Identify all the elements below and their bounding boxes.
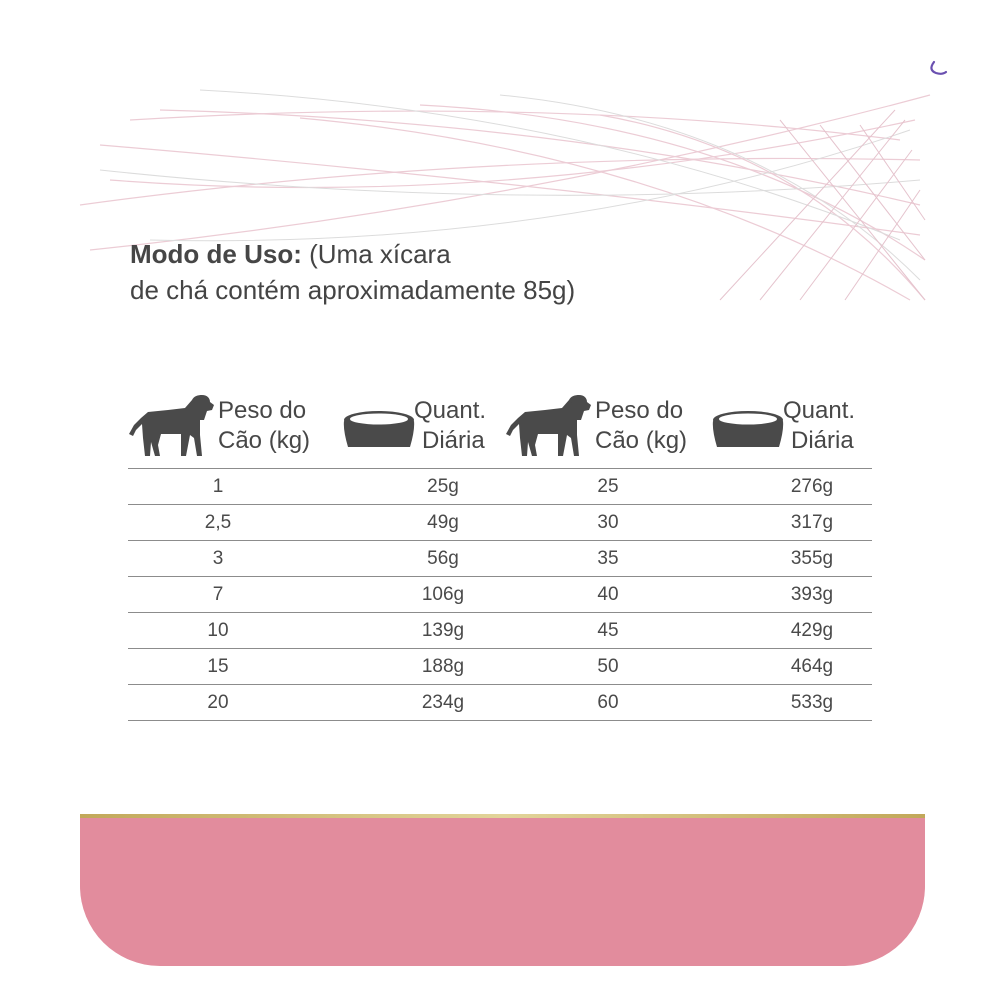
dog-icon	[505, 390, 591, 458]
dog-icon	[128, 390, 214, 458]
header-qty-line-1: Quant.	[783, 397, 856, 424]
cell-quantity-right: 317g	[790, 512, 834, 533]
cell-weight-right: 35	[597, 548, 619, 569]
table-row	[128, 469, 872, 505]
cell-weight-left: 1	[212, 476, 224, 497]
header-weight-line-1: Peso do	[218, 397, 307, 424]
cell-quantity-left: 106g	[421, 584, 465, 605]
corner-curl-mark	[926, 58, 948, 80]
cell-weight-right: 30	[597, 512, 619, 533]
cell-weight-left: 15	[207, 656, 229, 677]
header-qty-line-1: Quant.	[414, 397, 487, 424]
cell-weight-left: 3	[212, 548, 224, 569]
cell-quantity-right: 429g	[790, 620, 834, 641]
cell-weight-left: 2,5	[204, 512, 232, 533]
cell-quantity-right: 276g	[790, 476, 834, 497]
header-weight-line-1: Peso do	[595, 397, 684, 424]
table-body	[128, 469, 872, 721]
table-row	[128, 649, 872, 685]
cell-quantity-right: 533g	[790, 692, 834, 713]
cell-weight-right: 25	[597, 476, 619, 497]
header-dog-weight-left	[218, 396, 310, 456]
cell-weight-right: 50	[597, 656, 619, 677]
table-row	[128, 505, 872, 541]
cell-weight-right: 60	[597, 692, 619, 713]
bowl-icon	[341, 410, 417, 450]
title-heading: Modo de Uso:	[130, 239, 302, 269]
header-daily-quantity-left	[414, 396, 486, 456]
pink-footer-band	[80, 818, 925, 966]
usage-instructions-title	[130, 236, 750, 308]
table-row	[128, 577, 872, 613]
cell-quantity-right: 355g	[790, 548, 834, 569]
title-line-1	[130, 236, 750, 272]
table-row	[128, 613, 872, 649]
title-note-start: (Uma xícara	[301, 239, 451, 269]
header-weight-line-2: Cão (kg)	[595, 427, 688, 454]
cell-quantity-right: 464g	[790, 656, 834, 677]
cell-quantity-left: 234g	[421, 692, 465, 713]
header-dog-weight-right	[595, 396, 687, 456]
table-row	[128, 685, 872, 721]
table-header	[128, 386, 872, 469]
cell-quantity-left: 49g	[427, 512, 459, 533]
title-note-end: de chá contém aproximadamente 85g)	[130, 275, 576, 305]
header-qty-line-2: Diária	[422, 427, 485, 454]
cell-weight-left: 7	[212, 584, 224, 605]
header-weight-line-2: Cão (kg)	[218, 427, 311, 454]
cell-quantity-left: 188g	[421, 656, 465, 677]
cell-weight-left: 20	[207, 692, 229, 713]
cell-weight-right: 45	[597, 620, 619, 641]
table-row	[128, 541, 872, 577]
header-daily-quantity-right	[783, 396, 855, 456]
cell-quantity-right: 393g	[790, 584, 834, 605]
bowl-icon	[710, 410, 786, 450]
cell-quantity-left: 56g	[427, 548, 459, 569]
cell-weight-right: 40	[597, 584, 619, 605]
cell-weight-left: 10	[207, 620, 229, 641]
cell-quantity-left: 25g	[427, 476, 459, 497]
feeding-table	[128, 386, 872, 721]
header-qty-line-2: Diária	[791, 427, 854, 454]
cell-quantity-left: 139g	[421, 620, 465, 641]
